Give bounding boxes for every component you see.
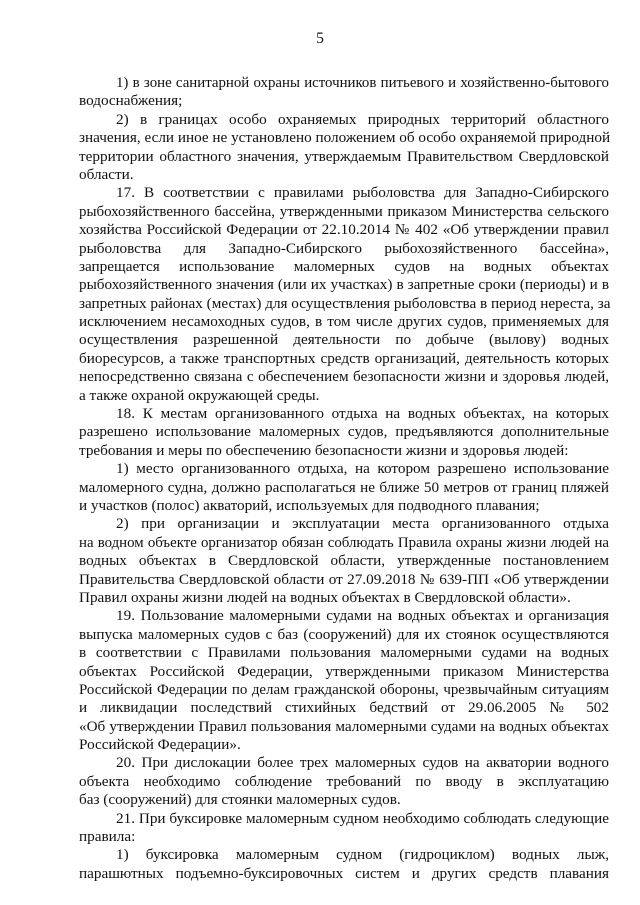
text-line: в соответствии с Правилами пользования маломерными судами на водных — [79, 644, 609, 662]
paragraph — [79, 754, 609, 809]
text-line: непосредственно связана с обеспечением безопасности жизни и здоровья людей, — [79, 368, 609, 386]
text-line: 18. К местам организованного отдыха на водных объектах, на которых — [116, 405, 609, 423]
paragraph — [79, 515, 609, 607]
text-line: и ликвидации последствий стихийных бедствий от 29.06.2005 № 502 — [79, 699, 609, 717]
text-line: водоснабжения; — [79, 92, 183, 110]
text-line: Правил охраны жизни людей на водных объектах в Свердловской области». — [79, 588, 571, 606]
text-line: 1) место организованного отдыха, на котором разрешено использование — [116, 460, 609, 478]
text-line: и участков (полос) акваторий, используемых для подводного плавания; — [79, 496, 540, 514]
text-line: рыбохозяйственного бассейна, утвержденными приказом Министерства сельского — [79, 203, 609, 220]
text-line: «Об утверждении Правил пользования маломерными судами на водных объектах — [79, 717, 609, 735]
paragraph — [79, 460, 609, 515]
text-line: на водном объекте организатор обязан соблюдать Правила охраны жизни людей на — [79, 534, 609, 551]
page-number: 5 — [316, 30, 324, 47]
text-line: запрещается использование маломерных судов на водных объектах — [79, 257, 609, 275]
text-line: хозяйства Российской Федерации от 22.10.2014 № 402 «Об утверждении правил — [79, 221, 609, 239]
paragraph — [79, 184, 609, 405]
paragraph — [79, 74, 609, 111]
text-line: Российской Федерации по делам гражданской обороны, чрезвычайным ситуациям — [79, 681, 609, 698]
text-line: рыбохозяйственного значения (или их участках) в запретные сроки (периоды) и в — [79, 276, 609, 294]
text-line: маломерного судна, должно располагаться не ближе 50 метров от границ пляжей — [79, 478, 609, 496]
text-line: 20. При дислокации более трех маломерных судов на акватории водного — [116, 754, 609, 772]
text-line: водных объектах в Свердловской области, утвержденные постановлением — [79, 552, 609, 570]
document-body — [79, 74, 609, 883]
text-line: территории областного значения, утверждаемым Правительством Свердловской — [79, 147, 609, 165]
text-line: выпуска маломерных судов с баз (сооружений) для их стоянок осуществляются — [79, 625, 609, 643]
paragraph — [79, 111, 609, 185]
paragraph — [79, 810, 609, 847]
paragraph — [79, 405, 609, 460]
text-line: 2) при организации и эксплуатации места организованного отдыха — [116, 515, 609, 533]
text-line: Правительства Свердловской области от 27.09.2018 № 639-ПП «Об утверждении — [79, 570, 609, 588]
text-line: баз (сооружений) для стоянки маломерных судов. — [79, 791, 401, 809]
text-line: разрешено использование маломерных судов, предъявляются дополнительные — [79, 423, 609, 441]
paragraph — [79, 846, 609, 883]
text-line: осуществления разрешенной деятельности по добыче (вылову) водных — [79, 331, 609, 349]
text-line: а также охраной окружающей среды. — [79, 386, 320, 404]
text-line: объектах Российской Федерации, утвержденными приказом Министерства — [79, 662, 609, 680]
text-line: Российской Федерации». — [79, 736, 241, 754]
text-line: рыболовства для Западно-Сибирского рыбохозяйственного бассейна», — [79, 239, 609, 257]
text-line: 19. Пользование маломерными судами на водных объектах и организация — [116, 607, 609, 625]
text-line: 2) в границах особо охраняемых природных территорий областного — [116, 110, 609, 128]
text-line: значения, если иное не установлено положением об особо охраняемой природной — [79, 129, 611, 147]
text-line: 21. При буксировке маломерным судном необходимо соблюдать следующие — [116, 809, 609, 827]
text-line: объекта необходимо соблюдение требований по вводу в эксплуатацию — [79, 772, 609, 790]
text-line: 1) буксировка маломерным судном (гидроциклом) водных лыж, — [116, 846, 609, 864]
text-line: 1) в зоне санитарной охраны источников питьевого и хозяйственно-бытового — [116, 75, 609, 91]
paragraph — [79, 607, 609, 754]
text-line: биоресурсов, а также транспортных средств организаций, деятельность которых — [79, 349, 609, 367]
text-line: исключением несамоходных судов, в том числе других судов, применяемых для — [79, 313, 609, 331]
text-line: парашютных подъемно-буксировочных систем и других средств плавания — [79, 864, 609, 882]
text-line: 17. В соответствии с правилами рыболовства для Западно-Сибирского — [116, 184, 609, 202]
text-line: правила: — [79, 828, 136, 846]
text-line: требования и меры по обеспечению безопасности жизни и здоровья людей: — [79, 441, 569, 459]
text-line: области. — [79, 165, 134, 183]
text-line: запретных районах (местах) для осуществления рыболовства в период нереста, за — [79, 294, 611, 312]
